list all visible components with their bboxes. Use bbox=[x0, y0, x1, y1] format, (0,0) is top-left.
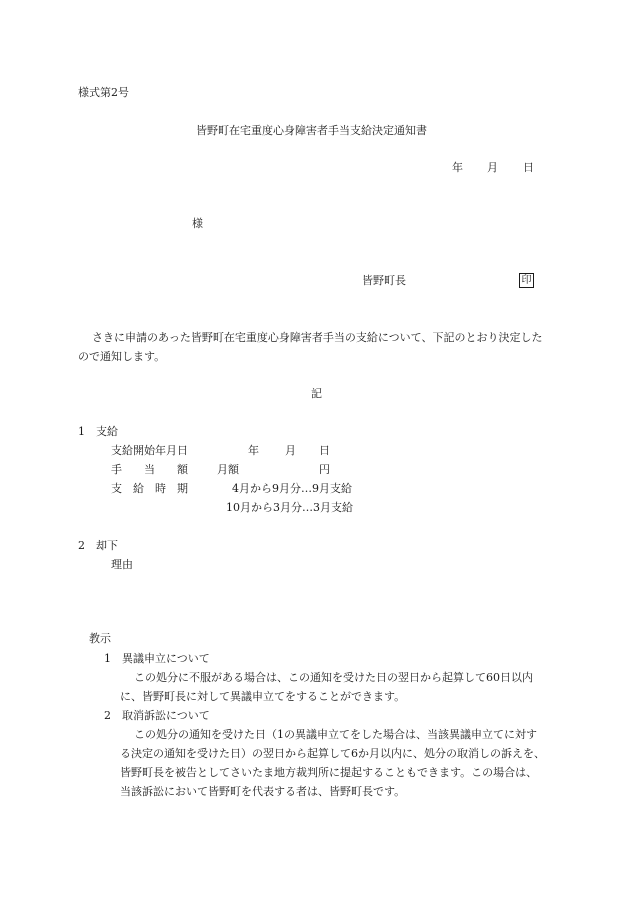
start-date-day: 日 bbox=[319, 444, 330, 457]
start-date-label: 支給開始年月日 bbox=[111, 444, 188, 457]
ki-heading: 記 bbox=[311, 387, 322, 400]
start-date-month: 月 bbox=[285, 444, 296, 457]
date-year: 年 bbox=[452, 161, 463, 174]
recipient-suffix: 様 bbox=[192, 217, 203, 230]
lawsuit-line: 皆野町長を被告としてさいたま地方裁判所に提起することもできます。この場合は、 bbox=[120, 766, 538, 779]
objection-line: この処分に不服がある場合は、この通知を受けた日の翌日から起算して60日以内 bbox=[134, 671, 533, 684]
reason-label: 理由 bbox=[111, 558, 133, 571]
period-label: 支 給 時 期 bbox=[111, 482, 188, 495]
start-date-year: 年 bbox=[248, 444, 259, 457]
intro-line: さきに申請のあった皆野町在宅重度心身障害者手当の支給について、下記のとおり決定した bbox=[92, 331, 543, 344]
amount-label: 手 当 額 bbox=[111, 463, 188, 476]
instruction-heading: 教示 bbox=[89, 632, 111, 645]
lawsuit-title: 2 取消訴訟について bbox=[104, 709, 210, 722]
period-second-half: 10月から3月分…3月支給 bbox=[226, 501, 353, 514]
issuer-name: 皆野町長 bbox=[362, 274, 406, 287]
amount-yen: 円 bbox=[319, 463, 330, 476]
form-number: 様式第2号 bbox=[78, 86, 129, 99]
date-month: 月 bbox=[487, 161, 498, 174]
seal-mark: 印 bbox=[519, 273, 534, 288]
document-title: 皆野町在宅重度心身障害者手当支給決定通知書 bbox=[196, 124, 427, 137]
lawsuit-line: る決定の通知を受けた日）の翌日から起算して6か月以内に、処分の取消しの訴えを、 bbox=[120, 747, 545, 760]
intro-line: ので通知します。 bbox=[78, 350, 166, 363]
lawsuit-line: 当該訴訟において皆野町を代表する者は、皆野町長です。 bbox=[120, 785, 406, 798]
objection-title: 1 異議申立について bbox=[104, 652, 210, 665]
objection-line: に、皆野町長に対して異議申立てをすることができます。 bbox=[120, 690, 406, 703]
lawsuit-line: この処分の通知を受けた日（1の異議申立てをした場合は、当該異議申立てに対す bbox=[134, 728, 537, 741]
section1-heading: 1 支給 bbox=[78, 425, 118, 438]
section2-heading: 2 却下 bbox=[78, 539, 118, 552]
amount-monthly: 月額 bbox=[217, 463, 239, 476]
date-day: 日 bbox=[523, 161, 534, 174]
period-first-half: 4月から9月分…9月支給 bbox=[232, 482, 352, 495]
